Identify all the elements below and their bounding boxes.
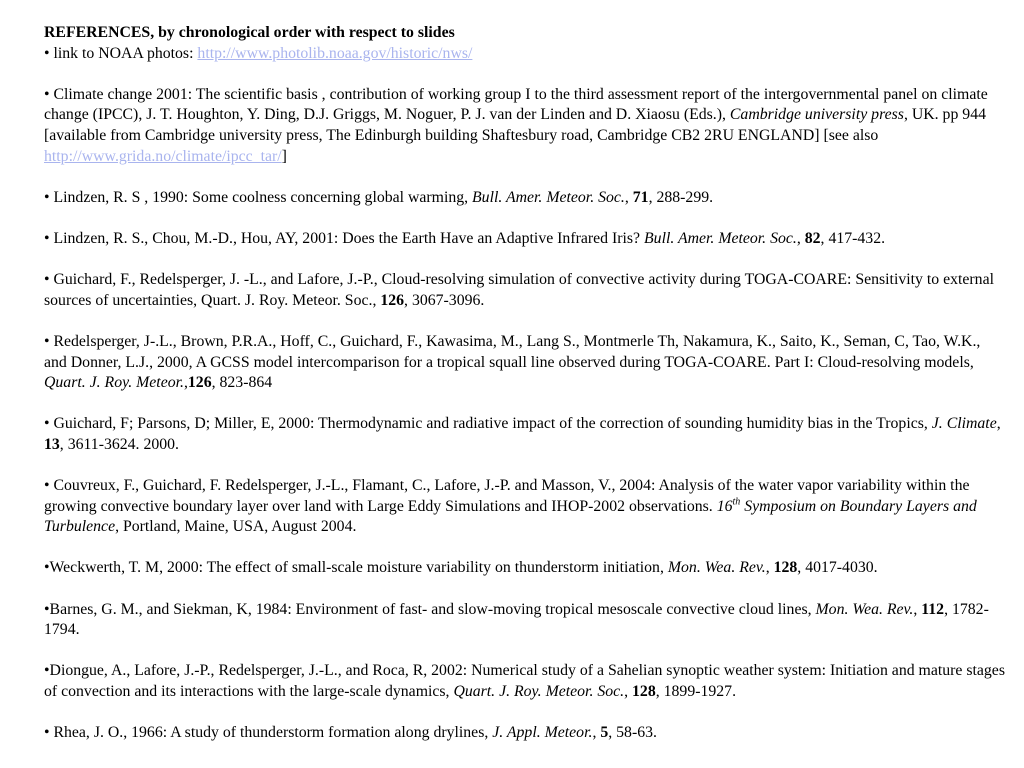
spacer [44, 455, 1006, 476]
ref-sep: , [796, 229, 805, 247]
spacer [44, 311, 1006, 332]
ref-journal: Quart. J. Roy. Meteor. Soc. [453, 683, 625, 700]
ref-pages: , 58-63. [608, 724, 657, 742]
ref-pages: , 417-432. [820, 229, 886, 247]
ref-volume: 71 [632, 188, 649, 206]
ref-couvreux-2004 [44, 476, 1006, 538]
spacer [44, 64, 1006, 85]
ref-sep: , [183, 374, 188, 392]
ref-volume: 128 [773, 559, 798, 577]
ref-guichard-toga-coare [44, 270, 1006, 311]
ref-text: •Barnes, G. M., and Siekman, K, 1984: Environment of fast- and slow-moving tropical mesoscale convective cloud lines, [44, 600, 816, 618]
ref-text: • link to NOAA photos: [44, 44, 198, 62]
ref-barnes-1984 [44, 600, 1006, 641]
ref-pages: , 288-299. [648, 188, 714, 206]
ref-journal: Quart. J. Roy. Meteor. [44, 374, 184, 392]
ref-journal: J. Appl. Meteor. [492, 724, 593, 742]
ref-text: • Redelsperger, J-.L., Brown, P.R.A., Hoff, C., Guichard, F., Kawasima, M., Lang S., Montmerle Th, Nakamura, K., Saito, K., Seman, C, Tao, W.K., and Donner, L.J., 2000, A GCSS model intercomparison for a tropical squall line observed during TOGA-COARE. Part I: Cloud-resolving models, [44, 332, 981, 371]
spacer [44, 208, 1006, 229]
spacer [44, 538, 1006, 559]
ref-volume: 126 [187, 374, 212, 392]
ref-text: • Guichard, F; Parsons, D; Miller, E, 2000: Thermodynamic and radiative impact of the correction of sounding humidity bias in the Tropics, [44, 415, 932, 433]
ref-pages: , 823-864 [211, 374, 273, 392]
ref-journal: Bull. Amer. Meteor. Soc. [644, 229, 797, 247]
ref-pages: , 3067-3096. [404, 291, 485, 309]
spacer [44, 641, 1006, 662]
ref-sep: , [913, 600, 922, 618]
ref-journal: Mon. Wea. Rev. [815, 600, 914, 618]
ipcc-tar-link[interactable]: http://www.grida.no/climate/ipcc_tar/ [44, 147, 282, 165]
ref-sep: , [765, 559, 774, 577]
spacer [44, 394, 1006, 415]
ref-lindzen-2001 [44, 229, 1006, 250]
page-title: REFERENCES, by chronological order with respect to slides [44, 24, 455, 41]
noaa-photos-link[interactable]: http://www.photolib.noaa.gov/historic/nws/ [197, 44, 473, 62]
ref-journal: J. Climate [931, 415, 997, 433]
ref-guichard-2000 [44, 414, 1006, 455]
ref-pages: , 1899-1927. [655, 683, 737, 700]
ref-noaa-photos [44, 44, 1006, 65]
ref-journal: Mon. Wea. Rev. [667, 559, 766, 577]
ref-weckwerth-2000 [44, 558, 1006, 579]
ref-volume: 13 [44, 435, 60, 453]
ref-sep: , [624, 683, 633, 700]
ref-text: • Rhea, J. O., 1966: A study of thunderstorm formation along drylines, [44, 724, 493, 742]
spacer [44, 579, 1006, 600]
ref-pages: , 3611-3624. 2000. [59, 435, 179, 453]
ref-volume: 128 [632, 683, 656, 700]
ref-text: • Lindzen, R. S., Chou, M.-D., Hou, AY, 2001: Does the Earth Have an Adaptive Infrared Iris? [44, 229, 645, 247]
ref-text: •Weckwerth, T. M, 2000: The effect of small-scale moisture variability on thunderstorm initiation, [44, 559, 668, 577]
ref-pages: , 1782-1794. [44, 600, 989, 639]
ref-redelsperger-2000 [44, 332, 1006, 394]
ref-volume: 5 [600, 724, 609, 742]
ref-sym-rest: Symposium on Boundary Layers and Turbulence [44, 497, 977, 536]
ref-text: • Lindzen, R. S , 1990: Some coolness concerning global warming, [44, 188, 473, 206]
ref-text: • Couvreux, F., Guichard, F. Redelsperger, J.-L., Flamant, C., Lafore, J.-P. and Masson, V., 2004: Analysis of the water vapor variability within the growing convective boundary layer over land with Large Eddy Simulations and IHOP-2002 observations. [44, 477, 970, 515]
ref-pages: , 4017-4030. [797, 559, 878, 577]
ref-sep: , [996, 415, 1001, 433]
ref-volume: 112 [921, 600, 945, 618]
spacer [44, 703, 1006, 724]
ref-text: • Climate change 2001: The scientific basis , contribution of working group I to the third assessment report of the intergovernmental panel on climate change (IPCC), J. T. Houghton, Y. Ding, D.J. Griggs, M. Noguer, P. J. van der Linden and D. Xiaosu (Eds.), [44, 85, 988, 124]
ref-text: , Portland, Maine, USA, August 2004. [115, 518, 357, 536]
ref-sym-sup: th [732, 496, 741, 508]
ref-diongue-2002 [44, 661, 1006, 702]
ref-sym-num: 16 [716, 497, 733, 515]
ref-publisher: Cambridge university press [729, 106, 904, 124]
ref-ipcc-2001 [44, 85, 1006, 167]
ref-sep: , [624, 188, 633, 206]
ref-rhea-1966 [44, 723, 1006, 744]
ref-text: •Diongue, A., Lafore, J.-P., Redelsperger, J.-L., and Roca, R, 2002: Numerical study of a Sahelian synoptic weather system: Initiation and mature stages of convection and its interactions with the large-scale dynamics, [44, 662, 1005, 700]
ref-lindzen-1990 [44, 188, 1006, 209]
ref-volume: 82 [804, 229, 821, 247]
ref-text: ] [281, 147, 287, 165]
ref-sep: , [592, 724, 601, 742]
ref-volume: 126 [380, 291, 405, 309]
ref-text: • Guichard, F., Redelsperger, J. -L., and Lafore, J.-P., Cloud-resolving simulation of convective activity during TOGA-COARE: Sensitivity to external sources of uncertainties, Quart. J. Roy. Meteor. Soc., [44, 271, 994, 309]
ref-journal: Bull. Amer. Meteor. Soc. [472, 188, 625, 206]
spacer [44, 167, 1006, 188]
spacer [44, 250, 1006, 271]
ref-text: , UK. pp 944 [available from Cambridge university press, The Edinburgh building Shaftesbury road, Cambridge CB2 2RU ENGLAND] [see also [44, 106, 986, 144]
references-slide [44, 23, 1006, 744]
